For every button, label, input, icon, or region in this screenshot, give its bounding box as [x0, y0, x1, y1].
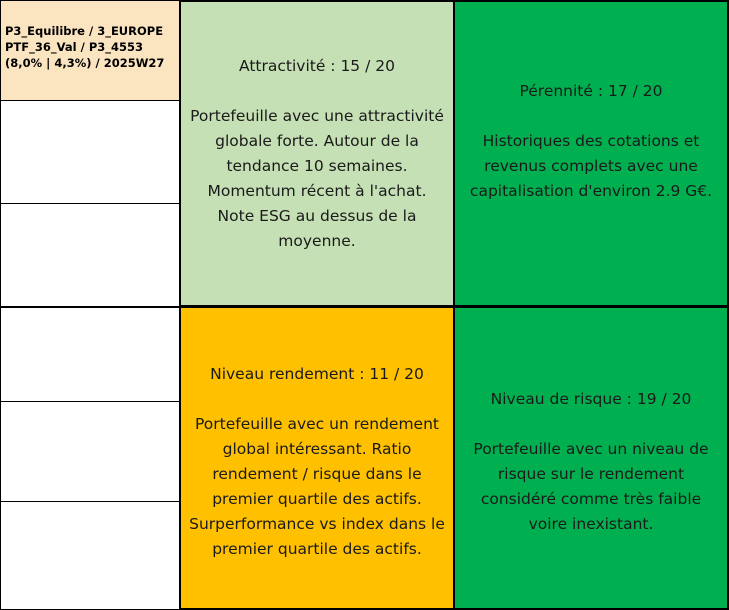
portfolio-title-line-3: (8,0% | 4,3%) / 2025W27: [5, 56, 165, 70]
attractivite-heading: Attractivité : 15 / 20: [239, 56, 395, 75]
rendement-heading: Niveau rendement : 11 / 20: [210, 365, 424, 383]
perennite-description: Historiques des cotations et revenus complets avec une capitalisation d'environ 2.9 G€.: [469, 132, 713, 200]
portfolio-title-line-2: PTF_36_Val / P3_4553: [5, 40, 143, 54]
empty-cell-1: [0, 100, 180, 204]
perennite-heading: Pérennité : 17 / 20: [519, 82, 663, 100]
empty-cell-5: [0, 501, 180, 610]
risque-heading: Niveau de risque : 19 / 20: [490, 390, 692, 408]
attractivite-card: [179, 0, 455, 307]
empty-cell-4: [0, 401, 180, 502]
portfolio-title-line-1: P3_Equilibre / 3_EUROPE: [5, 24, 164, 38]
risque-card: [453, 306, 729, 610]
perennite-card: [453, 0, 729, 307]
empty-cell-3: [0, 307, 180, 402]
risque-description: Portefeuille avec un niveau de risque sur le rendement considéré comme très faible voire inexistant.: [473, 440, 709, 533]
portfolio-title-cell: [0, 0, 180, 101]
empty-cell-2: [0, 203, 180, 307]
rendement-description: Portefeuille avec un rendement global intéressant. Ratio rendement / risque dans le premier quartile des actifs. Surperformance vs index dans le premier quartile des actifs.: [189, 415, 445, 558]
rendement-card: [179, 306, 455, 610]
attractivite-description: Portefeuille avec une attractivité globale forte. Autour de la tendance 10 semaines. Momentum récent à l'achat. Note ESG au dessus de la moyenne.: [190, 106, 444, 250]
